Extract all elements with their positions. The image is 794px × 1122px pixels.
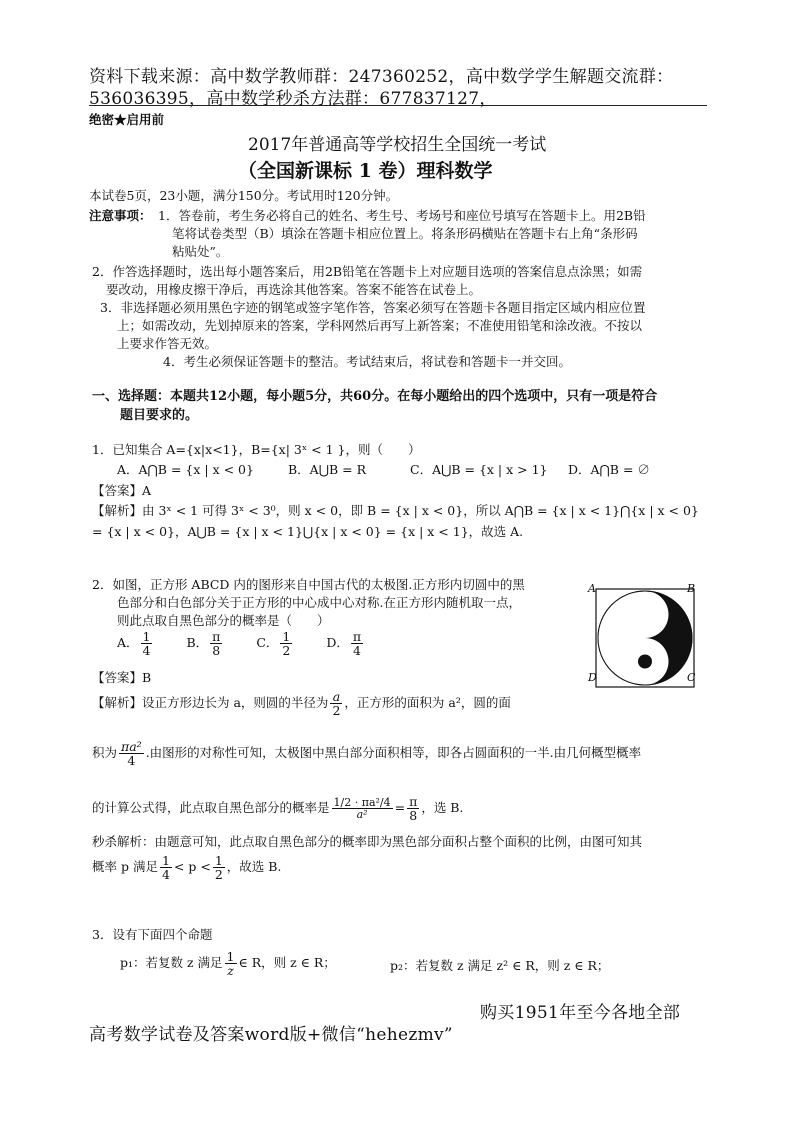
q2-option-b-label: B． — [186, 635, 209, 651]
note-3c: 上要求作答无效。 — [117, 336, 218, 351]
header-line-1: 资料下载来源：高中数学教师群：247360252，高中数学学生解题交流群： — [89, 67, 674, 87]
title-line-1: 2017年普通高等学校招生全国统一考试 — [248, 135, 547, 155]
q3-stem: 3．设有下面四个命题 — [92, 927, 213, 942]
q2-option-a-fraction: $\frac{1}{4}$ — [142, 629, 151, 659]
q3-p1: p₁：若复数 z 满足 $\frac{1}{z}$ ∈ R，则 z ∈ R； — [120, 949, 336, 979]
header-line-2: 536036395，高中数学秒杀方法群：677837127， — [89, 89, 497, 109]
note-1c: 粘贴处”。 — [172, 244, 229, 259]
black-dot — [638, 655, 652, 669]
q1-option-d: D．A⋂B = ∅ — [568, 462, 650, 477]
q2-solution-2: 积为 $\frac{\text{πa²}}{4}$ .由图形的对称性可知，太极图中黑白部分面积相等，即各占圆面积的一半.由几何概型概率 — [92, 739, 642, 769]
q2-stem-2: 色部分和白色部分关于正方形的中心成中心对称.在正方形内随机取一点， — [117, 595, 521, 610]
footer-line-2: 高考数学试卷及答案word版+微信“hehezmv” — [89, 1025, 453, 1045]
q2-solution-1: 【解析】设正方形边长为 a，则圆的半径为 $\frac{a}{2}$ ，正方形的面积为 a²，圆的面 — [92, 689, 511, 719]
note-1a: 1．答卷前，考生务必将自己的姓名、考生号、考场号和座位号填写在答题卡上。用2B铅 — [158, 208, 646, 223]
vertex-b-label: B — [687, 582, 696, 595]
q2-option-a-label: A． — [117, 635, 139, 651]
white-dot — [638, 608, 652, 622]
note-3a: 3．非选择题必须用黑色字迹的钢笔或签字笔作答，答案必须写在答题卡各题目指定区域内相应位置 — [100, 300, 646, 315]
q1-answer: 【答案】A — [92, 483, 152, 498]
section1-line-2: 题目要求的。 — [120, 408, 199, 423]
taiji-figure — [590, 583, 700, 693]
secret-label: 绝密★启用前 — [89, 112, 165, 127]
note-2a: 2．作答选择题时，选出每小题答案后，用2B铅笔在答题卡上对应题目选项的答案信息点涂黑；如需 — [92, 264, 643, 279]
q1-solution-2: = {x | x < 0}，A⋃B = {x | x < 1}⋃{x | x < 0} = {x | x < 1}，故选 A. — [92, 524, 524, 539]
q2-option-d-fraction: $\frac{\pi}{4}$ — [352, 629, 362, 659]
q2-option-d-label: D． — [326, 635, 349, 651]
q2-answer: 【答案】B — [92, 670, 152, 685]
q2-solution-3: 的计算公式得，此点取自黑色部分的概率是 $\frac{\text{1/2 · πa²/4}}{\text{a²}}$ = $\frac{\pi}{8}$ ，选 B. — [92, 794, 464, 824]
section1-line-1: 一、选择题：本题共12小题，每小题5分，共60分。在每小题给出的四个选项中，只有一项是符合 — [92, 389, 658, 404]
q2-options — [117, 630, 365, 657]
q1-option-a: A．A⋂B = {x | x < 0} — [117, 462, 254, 477]
note-2b: 要改动，用橡皮擦干净后，再选涂其他答案。答案不能答在试卷上。 — [106, 282, 482, 297]
vertex-d-label: D — [588, 671, 597, 684]
vertex-a-label: A — [588, 582, 596, 595]
intro-text: 本试卷5页，23小题，满分150分。考试用时120分钟。 — [89, 188, 399, 203]
q1-option-b: B．A⋃B = R — [288, 462, 366, 477]
q2-quick-1: 秒杀解析：由题意可知，此点取自黑色部分的概率即为黑色部分面积占整个面积的比例，由图可知其 — [92, 834, 643, 849]
q1-option-c: C．A⋃B = {x | x > 1} — [410, 462, 548, 477]
note-3b: 上；如需改动，先划掉原来的答案，学科网然后再写上新答案；不准使用铅笔和涂改液。不按以 — [117, 318, 643, 333]
q2-option-c-fraction: $\frac{1}{2}$ — [282, 629, 291, 659]
header-divider — [89, 105, 707, 106]
note-4: 4．考生必须保证答题卡的整洁。考试结束后，将试卷和答题卡一并交回。 — [163, 354, 571, 369]
q2-quick-2: 概率 p 满足 $\frac{1}{4}$ < p < $\frac{1}{2}$ ，故选 B. — [92, 853, 282, 883]
q1-stem: 1．已知集合 A={x|x<1}，B={x| 3ˣ < 1 }，则（ ） — [92, 442, 421, 457]
q2-option-b-fraction: $\frac{\pi}{8}$ — [212, 629, 221, 659]
note-1b: 笔将试卷类型（B）填涂在答题卡相应位置上。将条形码横贴在答题卡右上角“条形码 — [172, 226, 638, 241]
notes-label: 注意事项： — [89, 208, 152, 223]
footer-line-1: 购买1951年至今各地全部 — [480, 1003, 681, 1023]
vertex-c-label: C — [687, 671, 696, 684]
q3-p2: p₂：若复数 z 满足 z² ∈ R，则 z ∈ R； — [390, 958, 610, 973]
q2-option-c-label: C． — [256, 635, 279, 651]
q1-solution-1: 【解析】由 3ˣ < 1 可得 3ˣ < 3⁰，则 x < 0，即 B = {x | x < 0}，所以 A⋂B = {x | x < 1}⋂{x | x < 0} — [92, 503, 699, 518]
title-line-2: （全国新课标 1 卷）理科数学 — [238, 160, 493, 182]
q2-stem-1: 2．如图，正方形 ABCD 内的图形来自中国古代的太极图.正方形内切圆中的黑 — [92, 577, 525, 592]
q2-stem-3: 则此点取自黑色部分的概率是（ ） — [117, 613, 330, 628]
